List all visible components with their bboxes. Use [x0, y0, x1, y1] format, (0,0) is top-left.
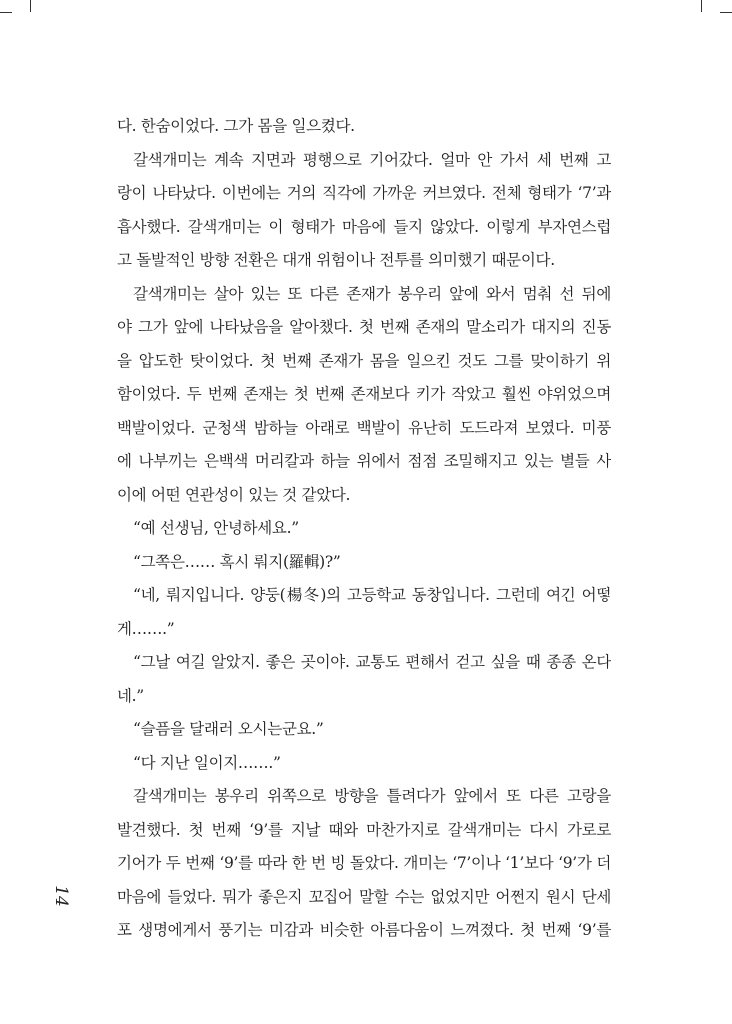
text-line: 게…….”	[117, 619, 175, 638]
crop-mark-top-left-v	[30, 0, 31, 12]
body-text	[117, 110, 611, 948]
page-number: 14	[50, 885, 71, 907]
text-line: 고 돌발적인 방향 전환은 대개 위험이나 전투를 의미했기 때문이다.	[117, 251, 555, 269]
text-line: 백발이었다. 군청색 밤하늘 아래로 백발이 유난히 도드라져 보였다. 미풍	[117, 418, 611, 437]
crop-mark-top-right-h	[720, 12, 732, 13]
text-line: 갈색개미는 계속 지면과 평행으로 기어갔다. 얼마 안 가서 세 번째 고	[133, 150, 611, 169]
text-line: 야 그가 앞에 나타났음을 알아챘다. 첫 번째 존재의 말소리가 대지의 진동	[117, 318, 611, 336]
text-line: 갈색개미는 봉우리 위쪽으로 방향을 틀려다가 앞에서 또 다른 고랑을	[133, 787, 611, 805]
text-line: 함이었다. 두 번째 존재는 첫 번째 존재보다 키가 작았고 훨씬 야위었으며	[117, 385, 611, 403]
text-line: “슬픔을 달래러 오시는군요.”	[133, 720, 324, 738]
text-line: 에 나부끼는 은백색 머리칼과 하늘 위에서 점점 조밀해지고 있는 별들 사	[117, 452, 611, 470]
text-line: 갈색개미는 살아 있는 또 다른 존재가 봉우리 앞에 와서 멈춰 선 뒤에	[133, 284, 611, 303]
text-line: 흡사했다. 갈색개미는 이 형태가 마음에 들지 않았다. 이렇게 부자연스럽	[117, 217, 611, 236]
text-line: 마음에 들었다. 뭐가 좋은지 꼬집어 말할 수는 없었지만 어쩐지 원시 단세	[117, 887, 611, 906]
crop-mark-top-left-h	[0, 12, 12, 13]
text-line: 랑이 나타났다. 이번에는 거의 직각에 가까운 커브였다. 전체 형태가 ‘7’과	[117, 184, 611, 202]
text-line: “그날 여길 알았지. 좋은 곳이야. 교통도 편해서 걷고 싶을 때 종종 온다	[133, 653, 611, 671]
text-line: “예 선생님, 안녕하세요.”	[133, 519, 299, 537]
text-line: 발견했다. 첫 번째 ‘9’를 지날 때와 마찬가지로 갈색개미는 다시 가로로	[117, 820, 611, 839]
text-line: 포 생명에게서 풍기는 미감과 비슷한 아름다움이 느껴졌다. 첫 번째 ‘9’를	[117, 921, 611, 939]
text-line: “네, 뤄지입니다. 양둥(楊冬)의 고등학교 동창입니다. 그런데 여긴 어떻	[133, 586, 611, 604]
text-line: 다. 한숨이었다. 그가 몸을 일으켰다.	[117, 117, 355, 135]
text-line: 이에 어떤 연관성이 있는 것 같았다.	[117, 485, 351, 504]
text-line: 을 압도한 탓이었다. 첫 번째 존재가 몸을 일으킨 것도 그를 맞이하기 위	[117, 351, 611, 370]
text-line: 네.”	[117, 686, 144, 705]
text-line: “다 지난 일이지…….”	[133, 753, 281, 772]
text-line: 기어가 두 번째 ‘9’를 따라 한 번 빙 돌았다. 개미는 ‘7’이나 ‘1’보다 ‘9’가 더	[117, 854, 611, 872]
text-line: “그쪽은…… 혹시 뤄지(羅輯)?”	[133, 552, 341, 571]
crop-mark-top-right-v	[701, 0, 702, 12]
